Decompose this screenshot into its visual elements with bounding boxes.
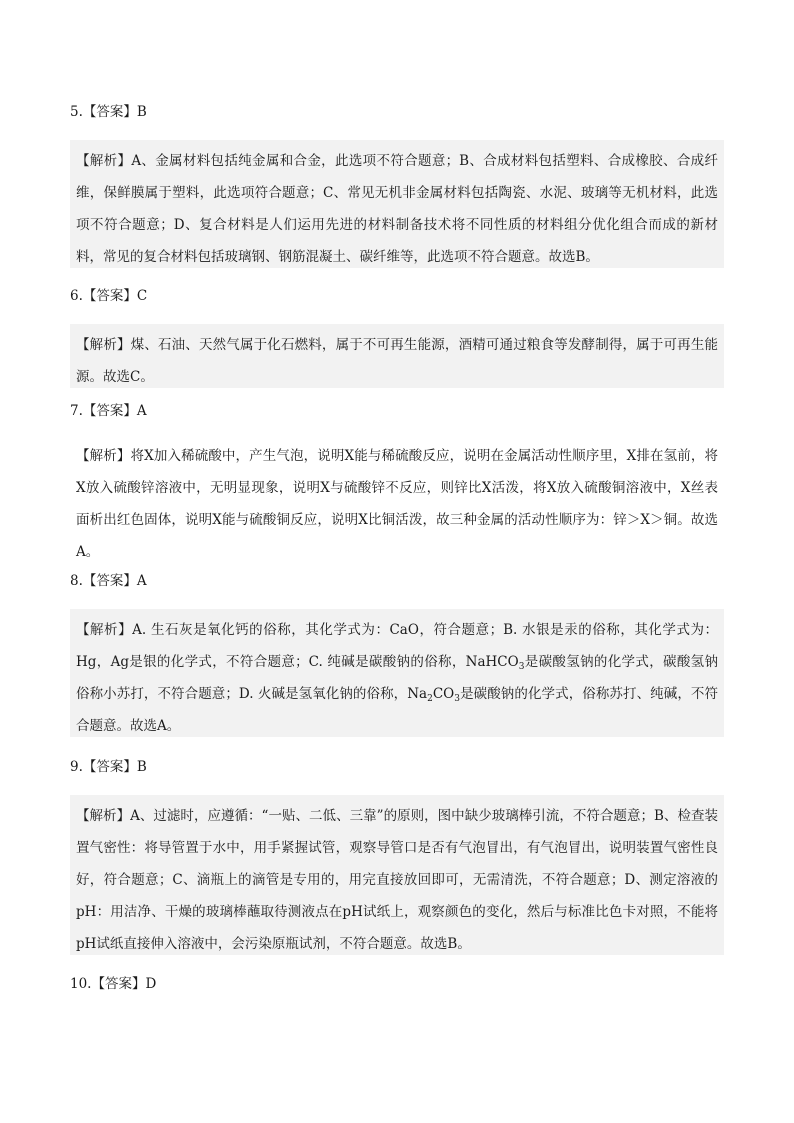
answer-6: 6.【答案】C (70, 288, 148, 304)
answer-10: 10.【答案】D (70, 976, 157, 992)
answer-9: 9.【答案】B (70, 759, 147, 775)
explanation-8-part-3: CO (432, 686, 455, 702)
answer-5: 5.【答案】B (70, 104, 147, 120)
answer-7: 7.【答案】A (70, 403, 147, 419)
explanation-8-part-4: 是碳酸钠的化学式，俗称苏打、纯碱，不符合题意。故选A。 (76, 686, 718, 734)
explanation-7: 【解析】将X加入稀硫酸中，产生气泡，说明X能与稀硫酸反应，说明在金属活动性顺序里，X排在氢前，将X放入硫酸锌溶液中，无明显现象，说明X与硫酸锌不反应，则锌比X活泼，将X放入硫酸铜溶液中，X丝表面析出红色固体，说明X能与硫酸铜反应，说明X比铜活泼，故三种金属的活动性顺序为：锌＞X＞铜。故选A。 (76, 448, 718, 560)
answer-8: 8.【答案】A (70, 573, 147, 589)
subscript-3a: 3 (518, 662, 525, 672)
explanation-9: 【解析】A、过滤时，应遵循：“一贴、二低、三靠”的原则，图中缺少玻璃棒引流，不符合题意；B、检查装置气密性：将导管置于水中，用手紧握试管，观察导管口是否有气泡冒出，有气泡冒出，说明装置气密性良好，符合题意；C、滴瓶上的滴管是专用的，用完直接放回即可，无需清洗，不符合题意；D、测定溶液的pH：用洁净、干燥的玻璃棒蘸取待测液点在pH试纸上，观察颜色的变化，然后与标准比色卡对照，不能将pH试纸直接伸入溶液中，会污染原瓶试剂，不符合题意。故选B。 (70, 795, 724, 955)
explanation-6: 【解析】煤、石油、天然气属于化石燃料，属于不可再生能源，酒精可通过粮食等发酵制得，属于可再生能源。故选C。 (70, 324, 724, 388)
explanation-8 (70, 609, 724, 737)
explanation-5: 【解析】A、金属材料包括纯金属和合金，此选项不符合题意；B、合成材料包括塑料、合成橡胶、合成纤维，保鲜膜属于塑料，此选项符合题意；C、常见无机非金属材料包括陶瓷、水泥、玻璃等无机材料，此选项不符合题意；D、复合材料是人们运用先进的材料制备技术将不同性质的材料组分优化组合而成的新材料，常见的复合材料包括玻璃钢、钢筋混凝土、碳纤维等，此选项不符合题意。故选B。 (70, 140, 724, 268)
explanation-8-part-2: 是碳酸氢钠的化学式，碳酸氢钠俗称小苏打，不符合题意；D. 火碱是氢氧化钠的俗称，Na (76, 654, 718, 702)
explanation-8-part-1: 【解析】A. 生石灰是氧化钙的俗称，其化学式为：CaO，符合题意；B. 水银是汞的俗称，其化学式为：Hg，Ag是银的化学式，不符合题意；C. 纯碱是碳酸钠的俗称，NaHCO (76, 622, 718, 670)
subscript-2: 2 (427, 694, 433, 704)
subscript-3b: 3 (454, 694, 460, 704)
